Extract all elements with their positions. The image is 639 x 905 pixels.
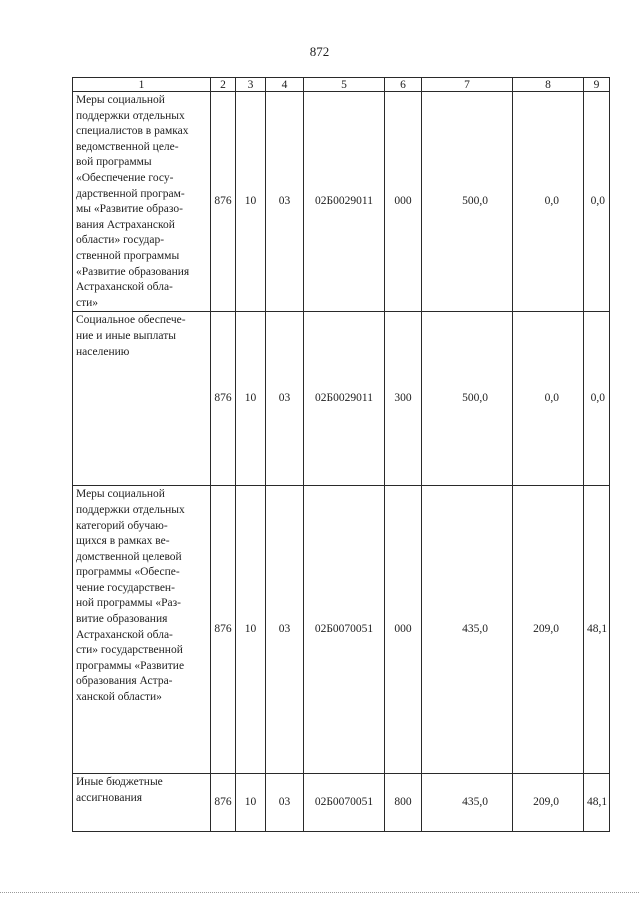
cell-2: 876 [211, 774, 236, 832]
page-bottom-rule [0, 892, 639, 893]
cell-8: 209,0 [513, 774, 584, 832]
header-cell-4: 4 [266, 78, 304, 92]
cell-9: 0,0 [584, 92, 610, 312]
row-name: Иные бюджетные ассигнования [76, 776, 163, 804]
header-cell-6: 6 [385, 78, 422, 92]
cell-7: 500,0 [422, 312, 513, 486]
cell-3: 10 [236, 774, 266, 832]
page-number: 872 [309, 44, 330, 59]
header-cell-5: 5 [304, 78, 385, 92]
table-row [73, 312, 610, 486]
row-name-cell [73, 486, 211, 774]
cell-9: 0,0 [584, 312, 610, 486]
cell-5: 02Б0029011 [304, 92, 385, 312]
cell-8: 209,0 [513, 486, 584, 774]
row-name: Меры социальной поддержки отдельных категорий обучаю- щихся в рамках ве- домственной целевой программы «Обеспе- чение государствен- ной программы «Раз- витие образования Астраханской обла- сти» государственной программы «Развитие образования Астра- ханской области» [76, 488, 185, 704]
cell-9: 48,1 [584, 486, 610, 774]
cell-3: 10 [236, 312, 266, 486]
budget-table [72, 77, 610, 832]
row-name-cell [73, 312, 211, 486]
header-cell-2: 2 [211, 78, 236, 92]
cell-7: 435,0 [422, 774, 513, 832]
cell-9: 48,1 [584, 774, 610, 832]
cell-4: 03 [266, 312, 304, 486]
cell-4: 03 [266, 774, 304, 832]
row-name-cell [73, 92, 211, 312]
cell-6: 300 [385, 312, 422, 486]
cell-2: 876 [211, 486, 236, 774]
cell-6: 000 [385, 486, 422, 774]
header-cell-7: 7 [422, 78, 513, 92]
row-name: Меры социальной поддержки отдельных специалистов в рамках ведомственной целе- вой программы «Обеспечение госу- дарственной програм- мы «Развитие образо- вания Астраханской области» государ- ственной программы «Развитие образования Астраханской обла- сти» [76, 94, 190, 309]
header-cell-8: 8 [513, 78, 584, 92]
cell-4: 03 [266, 92, 304, 312]
cell-3: 10 [236, 486, 266, 774]
header-cell-9: 9 [584, 78, 610, 92]
header-cell-1: 1 [73, 78, 211, 92]
cell-5: 02Б0029011 [304, 312, 385, 486]
row-name: Социальное обеспече- ние и иные выплаты населению [76, 314, 186, 358]
cell-5: 02Б0070051 [304, 486, 385, 774]
cell-3: 10 [236, 92, 266, 312]
header-cell-3: 3 [236, 78, 266, 92]
cell-8: 0,0 [513, 92, 584, 312]
cell-2: 876 [211, 92, 236, 312]
cell-6: 000 [385, 92, 422, 312]
cell-4: 03 [266, 486, 304, 774]
table-row [73, 92, 610, 312]
row-name-cell [73, 774, 211, 832]
table-row [73, 774, 610, 832]
table-header-row [73, 78, 610, 92]
cell-2: 876 [211, 312, 236, 486]
cell-6: 800 [385, 774, 422, 832]
cell-7: 435,0 [422, 486, 513, 774]
cell-8: 0,0 [513, 312, 584, 486]
cell-7: 500,0 [422, 92, 513, 312]
table-row [73, 486, 610, 774]
cell-5: 02Б0070051 [304, 774, 385, 832]
